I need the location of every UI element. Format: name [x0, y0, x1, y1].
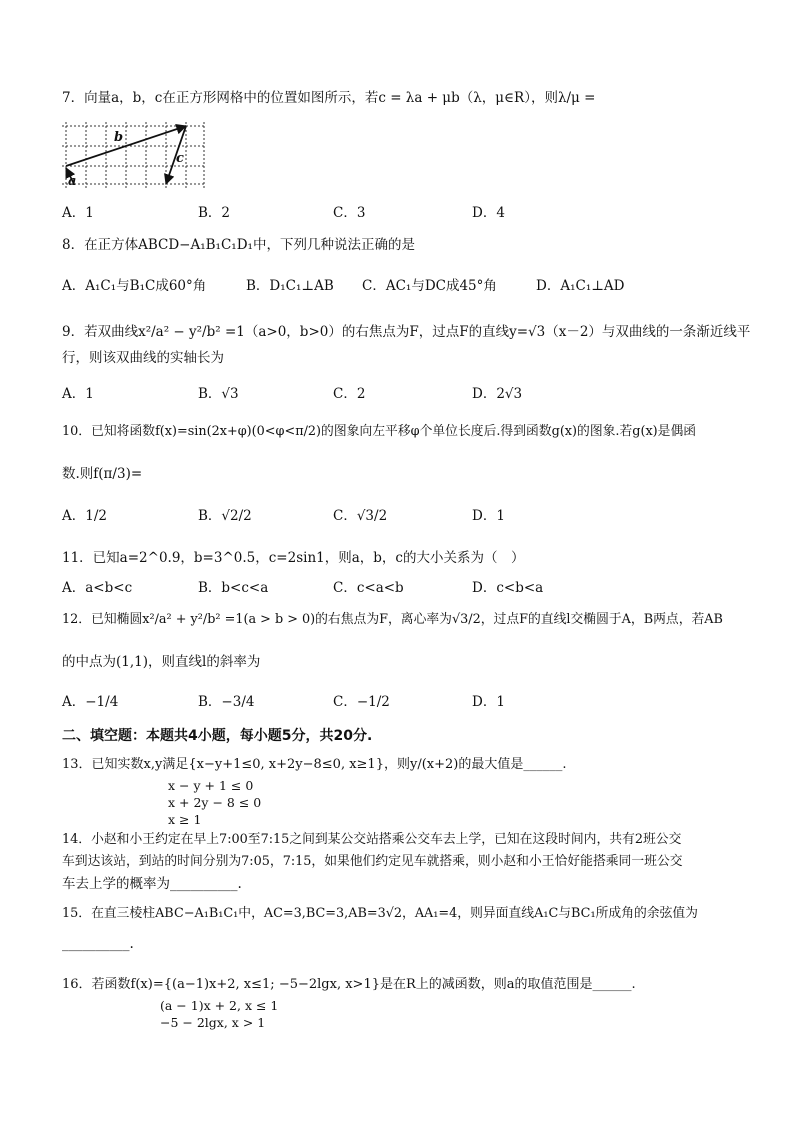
- question-7-text: 7．向量a，b，c在正方形网格中的位置如图所示，若c = λa + μb（λ，μ∈R），则λ/μ =: [62, 90, 596, 106]
- q9-option-c[interactable]: C．2: [333, 386, 366, 402]
- question-11-stem: 11．已知a=2^0.9，b=3^0.5，c=2sin1，则a，b，c的大小关系为（ ）: [62, 550, 525, 566]
- question-11-options: [62, 578, 742, 602]
- q8-option-a[interactable]: A．A₁C₁与B₁C成60°角: [62, 278, 207, 294]
- question-15-line1: 15．在直三棱柱ABC−A₁B₁C₁中，AC=3,BC=3,AB=3√2，AA₁=4，则异面直线A₁C与BC₁所成角的余弦值为: [62, 906, 698, 921]
- q12-option-d[interactable]: D．1: [472, 694, 505, 710]
- question-7-stem: [62, 88, 595, 108]
- question-10-line1: 10．已知将函数f(x)=sin(2x+φ)(0<φ<π/2)的图象向左平移φ个单位长度后.得到函数g(x)的图象.若g(x)是偶函: [62, 424, 697, 439]
- question-14-line3: 车去上学的概率为__________.: [62, 876, 242, 892]
- question-10-options: [62, 506, 742, 530]
- question-13-text: 13．已知实数x,y满足{x−y+1≤0, x+2y−8≤0, x≥1}，则y/(x+2)的最大值是______.: [62, 757, 567, 772]
- q10-option-a[interactable]: A．1/2: [62, 508, 107, 524]
- question-8-stem: 8．在正方体ABCD−A₁B₁C₁D₁中，下列几种说法正确的是: [62, 237, 415, 253]
- q7-option-a[interactable]: A．1: [62, 205, 94, 221]
- q10-option-d[interactable]: D．1: [472, 508, 505, 524]
- q8-option-b[interactable]: B．D₁C₁⊥AB: [246, 278, 334, 294]
- question-16-pieces: [160, 997, 278, 1031]
- question-13-system: [168, 777, 261, 828]
- question-9-options: [62, 384, 742, 408]
- q11-option-d[interactable]: D．c<b<a: [472, 580, 544, 596]
- q11-option-a[interactable]: A．a<b<c: [62, 580, 133, 596]
- q7-option-d[interactable]: D．4: [472, 205, 505, 221]
- q11-option-b[interactable]: B．b<c<a: [198, 580, 269, 596]
- question-9-line1: 9．若双曲线x²/a² − y²/b² =1（a>0，b>0）的右焦点为F，过点F的直线y=√3（x－2）与双曲线的一条渐近线平: [62, 324, 751, 340]
- question-12-options: [62, 692, 742, 716]
- question-8-options: [62, 276, 742, 300]
- q13-constraint-1: x − y + 1 ≤ 0: [168, 778, 254, 793]
- q9-option-b[interactable]: B．√3: [198, 386, 239, 402]
- q10-option-c[interactable]: C．√3/2: [333, 508, 388, 524]
- question-10-line2: 数.则f(π/3)=: [62, 466, 143, 482]
- label-a: a: [68, 174, 77, 188]
- q16-piece-2: −5 − 2lgx, x > 1: [160, 1015, 266, 1030]
- q8-option-c[interactable]: C．AC₁与DC成45°角: [362, 278, 497, 294]
- q16-piece-1: (a − 1)x + 2, x ≤ 1: [160, 998, 279, 1013]
- label-c: c: [176, 151, 184, 166]
- question-14-line1: 14．小赵和小王约定在早上7:00至7:15之间到某公交站搭乘公交车去上学，已知在这段时间内，共有2班公交: [62, 832, 682, 847]
- question-9-line2: 行，则该双曲线的实轴长为: [62, 350, 224, 366]
- q9-option-a[interactable]: A．1: [62, 386, 94, 402]
- question-15-line2: __________.: [62, 936, 134, 952]
- q7-option-b[interactable]: B．2: [198, 205, 231, 221]
- q12-option-c[interactable]: C．−1/2: [333, 694, 390, 710]
- question-16-stem: 16．若函数f(x)={(a−1)x+2, x≤1; −5−2lgx, x>1}是在R上的减函数，则a的取值范围是______.: [62, 977, 636, 992]
- section-2-heading: 二、填空题：本题共4小题，每小题5分，共20分.: [62, 728, 373, 744]
- vector-grid-figure: [60, 122, 210, 188]
- question-7-options: [62, 203, 742, 227]
- q7-option-c[interactable]: C．3: [333, 205, 366, 221]
- q9-option-d[interactable]: D．2√3: [472, 386, 523, 402]
- q12-option-a[interactable]: A．−1/4: [62, 694, 119, 710]
- question-12-line2: 的中点为(1,1)，则直线l的斜率为: [62, 654, 261, 670]
- q10-option-b[interactable]: B．√2/2: [198, 508, 252, 524]
- label-b: b: [114, 130, 124, 145]
- q11-option-c[interactable]: C．c<a<b: [333, 580, 404, 596]
- q8-option-d[interactable]: D．A₁C₁⊥AD: [536, 278, 625, 294]
- question-13-stem: [62, 755, 566, 775]
- q13-constraint-3: x ≥ 1: [168, 812, 202, 827]
- q12-option-b[interactable]: B．−3/4: [198, 694, 255, 710]
- q13-constraint-2: x + 2y − 8 ≤ 0: [168, 795, 262, 810]
- question-12-line1: 12．已知椭圆x²/a² + y²/b² =1(a > b > 0)的右焦点为F，离心率为√3/2，过点F的直线l交椭圆于A，B两点，若AB: [62, 612, 723, 627]
- question-14-line2: 车到达该站，到站的时间分别为7:05，7:15，如果他们约定见车就搭乘，则小赵和小王恰好能搭乘同一班公交: [62, 854, 683, 869]
